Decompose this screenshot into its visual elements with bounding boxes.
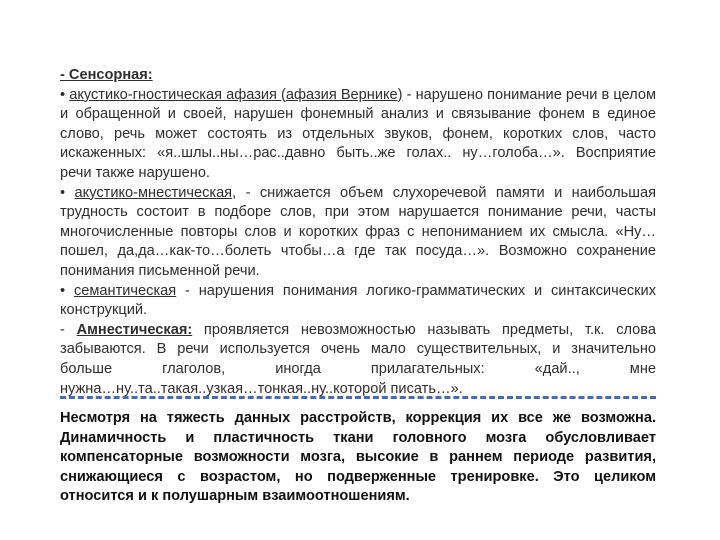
semantic-paragraph [60,282,656,321]
sensory-heading [60,66,656,86]
semantic-term: семантическая [73,282,177,299]
bullet: • [60,282,74,299]
semantic-text: - нарушения понимания логико-грамматических и синтаксических конструкций. [60,282,657,319]
sensory-heading-text: - Сенсорная: [60,67,153,83]
akustiko-mnestic-text: , - снижается объем слухоречевой памяти и наибольшая трудность состоит в подборе слов, при этом нарушается понимание речи, часты многочисленные повторы слов и коротких фраз с непониманием их смысла. «Ну…пошел, да,да…как-то…болеть чтобы…а где так посуда…». Возможно сохранение понимания письменной речи. [60,184,656,279]
amnestic-paragraph [60,321,656,380]
amnestic-term: Амнестическая: [76,321,193,338]
aphasia-types-block [60,66,656,399]
amnestic-prefix: - [60,321,77,338]
akustiko-gnostic-paragraph [60,86,656,184]
bullet: • [60,184,75,201]
akustiko-mnestic-term: акустико-мнестическая [74,184,233,201]
amnestic-text-last: нужна…ну..та..такая..узкая…тонкая..ну..которой писать…». [60,380,463,397]
akustiko-gnostic-term: акустико-гностическая афазия (афазия Вернике) [69,86,403,103]
akustiko-mnestic-paragraph [60,184,656,282]
conclusion-block [60,409,656,507]
dashed-divider [60,396,656,399]
akustiko-gnostic-text: - нарушено понимание речи в целом и обращенной и своей, нарушен фонемный анализ и связывание фонем в единое слово, речь может состоять из отдельных звуков, фонем, коротких слов, часто искаженных: «я..шлы..ны…рас..давно быть..же голах.. ну…голоба…». Восприятие речи также нарушено. [60,86,656,181]
amnestic-text: проявляется невозможностью называть предметы, т.к. слова забываются. В речи используется очень мало существительных, и значительно больше глаголов, иногда прилагательных: «дай.., мне [60,321,656,377]
bullet: • [60,86,70,103]
conclusion-paragraph: Несмотря на тяжесть данных расстройств, коррекция их все же возможна. Динамичность и пластичность ткани головного мозга обусловливает компенсаторные возможности мозга, высокие в раннем периоде развития, снижающиеся с возрастом, но подверженные тренировке. Это целиком относится и к полушарным взаимоотношениям. [60,410,656,505]
